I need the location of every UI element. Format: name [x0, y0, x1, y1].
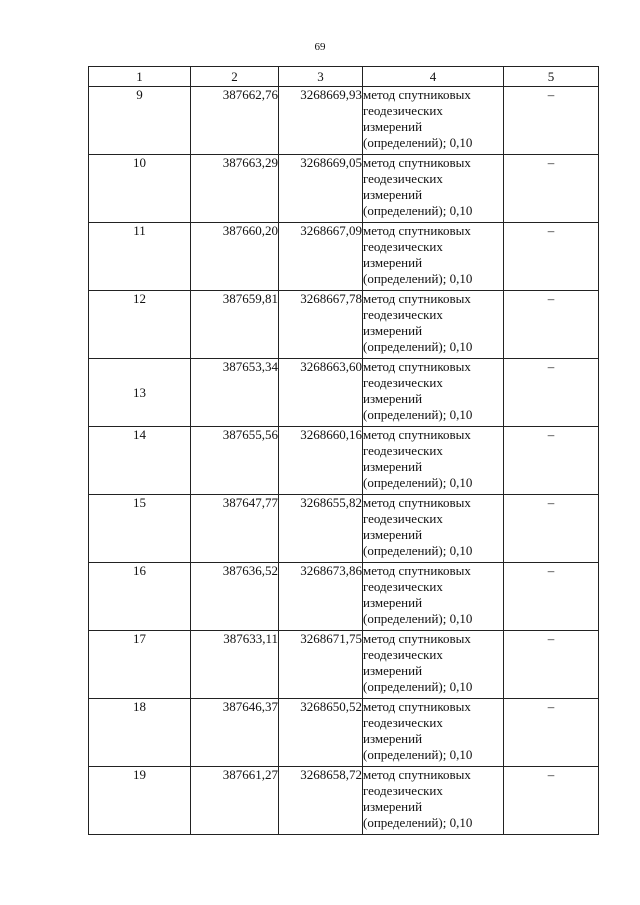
header-row — [89, 67, 599, 87]
note-cell: – — [504, 563, 599, 631]
point-number-cell: 19 — [89, 767, 191, 835]
y-coordinate-cell: 3268650,52 — [279, 699, 363, 767]
x-coordinate-cell: 387659,81 — [191, 291, 279, 359]
note-cell: – — [504, 631, 599, 699]
x-coordinate-cell: 387661,27 — [191, 767, 279, 835]
y-coordinate-cell: 3268669,93 — [279, 87, 363, 155]
method-accuracy-cell: метод спутниковых геодезических измерений (определений); 0,10 — [363, 291, 504, 359]
method-accuracy-cell: метод спутниковых геодезических измерений (определений); 0,10 — [363, 563, 504, 631]
note-cell: – — [504, 495, 599, 563]
header-col-3: 3 — [279, 67, 363, 87]
point-number-cell: 14 — [89, 427, 191, 495]
point-number-cell: 13 — [89, 359, 191, 427]
header-col-1: 1 — [89, 67, 191, 87]
header-col-4: 4 — [363, 67, 504, 87]
point-number-cell: 18 — [89, 699, 191, 767]
point-number-cell: 16 — [89, 563, 191, 631]
table-row — [89, 563, 599, 631]
table-header — [89, 67, 599, 87]
table-row — [89, 427, 599, 495]
note-cell: – — [504, 155, 599, 223]
table-row — [89, 699, 599, 767]
page-number: 69 — [314, 41, 326, 53]
y-coordinate-cell: 3268660,16 — [279, 427, 363, 495]
note-cell: – — [504, 427, 599, 495]
method-accuracy-cell: метод спутниковых геодезических измерений (определений); 0,10 — [363, 359, 504, 427]
table-row — [89, 87, 599, 155]
x-coordinate-cell: 387636,52 — [191, 563, 279, 631]
table-row — [89, 223, 599, 291]
note-cell: – — [504, 223, 599, 291]
method-accuracy-cell: метод спутниковых геодезических измерений (определений); 0,10 — [363, 699, 504, 767]
y-coordinate-cell: 3268663,60 — [279, 359, 363, 427]
y-coordinate-cell: 3268671,75 — [279, 631, 363, 699]
y-coordinate-cell: 3268667,78 — [279, 291, 363, 359]
note-cell: – — [504, 359, 599, 427]
y-coordinate-cell: 3268669,05 — [279, 155, 363, 223]
note-cell: – — [504, 87, 599, 155]
point-number-cell: 9 — [89, 87, 191, 155]
point-number-cell: 17 — [89, 631, 191, 699]
point-number-cell: 15 — [89, 495, 191, 563]
point-number-cell: 10 — [89, 155, 191, 223]
x-coordinate-cell: 387655,56 — [191, 427, 279, 495]
table-row — [89, 631, 599, 699]
header-col-2: 2 — [191, 67, 279, 87]
x-coordinate-cell: 387653,34 — [191, 359, 279, 427]
coordinates-table — [88, 66, 599, 835]
table-row — [89, 291, 599, 359]
method-accuracy-cell: метод спутниковых геодезических измерений (определений); 0,10 — [363, 495, 504, 563]
note-cell: – — [504, 699, 599, 767]
x-coordinate-cell: 387633,11 — [191, 631, 279, 699]
y-coordinate-cell: 3268667,09 — [279, 223, 363, 291]
x-coordinate-cell: 387647,77 — [191, 495, 279, 563]
point-number-cell: 12 — [89, 291, 191, 359]
note-cell: – — [504, 291, 599, 359]
x-coordinate-cell: 387663,29 — [191, 155, 279, 223]
x-coordinate-cell: 387646,37 — [191, 699, 279, 767]
table-row — [89, 155, 599, 223]
y-coordinate-cell: 3268655,82 — [279, 495, 363, 563]
method-accuracy-cell: метод спутниковых геодезических измерений (определений); 0,10 — [363, 87, 504, 155]
point-number-cell: 11 — [89, 223, 191, 291]
y-coordinate-cell: 3268658,72 — [279, 767, 363, 835]
table-row — [89, 495, 599, 563]
method-accuracy-cell: метод спутниковых геодезических измерений (определений); 0,10 — [363, 767, 504, 835]
method-accuracy-cell: метод спутниковых геодезических измерений (определений); 0,10 — [363, 631, 504, 699]
note-cell: – — [504, 767, 599, 835]
table-row — [89, 767, 599, 835]
x-coordinate-cell: 387662,76 — [191, 87, 279, 155]
table-row — [89, 359, 599, 427]
x-coordinate-cell: 387660,20 — [191, 223, 279, 291]
method-accuracy-cell: метод спутниковых геодезических измерений (определений); 0,10 — [363, 427, 504, 495]
method-accuracy-cell: метод спутниковых геодезических измерений (определений); 0,10 — [363, 223, 504, 291]
method-accuracy-cell: метод спутниковых геодезических измерений (определений); 0,10 — [363, 155, 504, 223]
table-body — [89, 87, 599, 835]
header-col-5: 5 — [504, 67, 599, 87]
y-coordinate-cell: 3268673,86 — [279, 563, 363, 631]
